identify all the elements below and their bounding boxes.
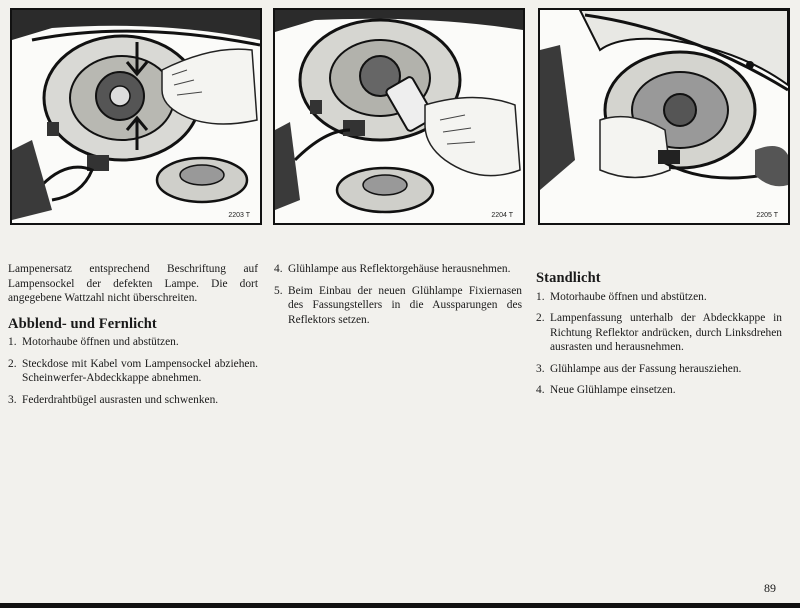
bulb-insertion-illustration bbox=[275, 10, 523, 223]
figure-code: 2203 T bbox=[228, 212, 250, 219]
list-item: 4. Glühlampe aus Reflektorgehäuse herausnehmen. bbox=[274, 263, 511, 275]
headlamp-bulb-removal-illustration bbox=[12, 10, 260, 223]
column-left bbox=[8, 262, 258, 414]
list-item: 4. Neue Glühlampe einsetzen. bbox=[536, 384, 676, 396]
steps-list-standlicht bbox=[536, 290, 782, 398]
list-item: 3. Glühlampe aus der Fassung herausziehen. bbox=[536, 362, 742, 375]
intro-paragraph: Lampenersatz entsprechend Beschriftung auf Lampensockel der defekten Lampe. Die dort angegebene Wattzahl nicht überschreiten. bbox=[8, 263, 258, 304]
steps-list-abblend-continued bbox=[274, 262, 522, 327]
figure-code: 2205 T bbox=[756, 212, 778, 219]
list-item: 5. Beim Einbau der neuen Glühlampe Fixiernasen des Fassungstellers in die Aussparungen des Reflektors setzen. bbox=[274, 284, 522, 326]
bottom-rule bbox=[0, 603, 800, 608]
figure-headlamp-removal bbox=[10, 8, 262, 225]
figure-parking-light bbox=[538, 8, 790, 225]
section-heading-abblend: Abblend- und Fernlicht bbox=[8, 315, 157, 332]
list-item: 1. Motorhaube öffnen und abstützen. bbox=[536, 290, 707, 303]
page-number: 89 bbox=[764, 581, 776, 595]
list-item: 2. Lampenfassung unterhalb der Abdeckkappe in Richtung Reflektor andrücken, durch Linksdrehen ausrasten und herausnehmen. bbox=[536, 312, 782, 353]
column-middle bbox=[274, 262, 522, 334]
list-item: 2. Steckdose mit Kabel vom Lampensockel abziehen. Scheinwerfer-Abdeckkappe abnehmen. bbox=[8, 357, 258, 384]
parking-light-socket-illustration bbox=[540, 10, 788, 223]
steps-list-abblend bbox=[8, 335, 258, 407]
column-right bbox=[536, 262, 782, 405]
list-item: 3. Federdrahtbügel ausrasten und schwenken. bbox=[8, 393, 219, 406]
figure-bulb-insertion bbox=[273, 8, 525, 225]
figure-code: 2204 T bbox=[491, 212, 513, 219]
list-item: 1. Motorhaube öffnen und abstützen. bbox=[8, 336, 179, 348]
section-heading-standlicht: Standlicht bbox=[536, 270, 601, 286]
